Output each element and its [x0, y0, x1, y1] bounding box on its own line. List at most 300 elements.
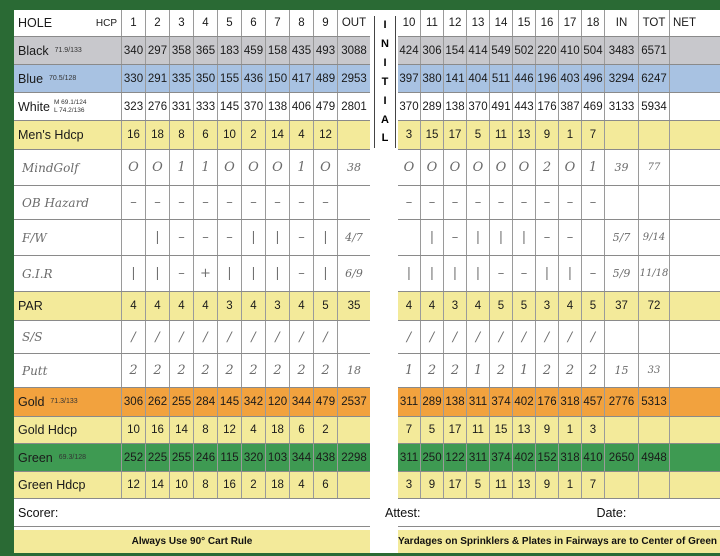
score-cell[interactable]: |	[536, 256, 559, 291]
initial-column	[374, 16, 396, 148]
score-cell[interactable]: |	[122, 256, 146, 291]
score-cell[interactable]: 1	[513, 354, 536, 387]
score-cell[interactable]: 2	[218, 354, 242, 387]
handwritten-label: OB Hazard	[22, 195, 89, 210]
score-cell: 141	[444, 65, 467, 92]
score-cell[interactable]: 2	[266, 354, 290, 387]
score-cell: 4	[559, 292, 582, 320]
initial-letter: I	[383, 94, 387, 107]
initial-letter: L	[381, 132, 389, 145]
score-cell[interactable]: /	[194, 321, 218, 353]
score-cell: 479	[314, 388, 338, 416]
score-cell[interactable]: 1	[582, 150, 605, 185]
score-cell[interactable]: –	[536, 186, 559, 219]
tee-label: Blue	[18, 71, 44, 86]
score-cell[interactable]: –	[490, 186, 513, 219]
score-cell[interactable]: –	[146, 186, 170, 219]
score-cell: 120	[266, 388, 290, 416]
score-cell[interactable]: 2	[146, 354, 170, 387]
score-cell: 18	[266, 417, 290, 443]
score-cell[interactable]: 2	[170, 354, 194, 387]
score-cell: 10	[218, 121, 242, 149]
score-cell[interactable]: –	[170, 186, 194, 219]
tot-total: 9/14	[639, 220, 670, 255]
score-cell[interactable]: 1	[170, 150, 194, 185]
row-gold	[398, 388, 720, 417]
in-total: 2650	[605, 444, 639, 471]
net-cell[interactable]	[670, 186, 720, 219]
score-cell[interactable]: |	[421, 256, 444, 291]
net-cell[interactable]	[670, 150, 720, 185]
score-cell: 14	[266, 121, 290, 149]
yardage-note-text: Yardages on Sprinklers & Plates in Fairways are to Center of Green	[398, 536, 718, 547]
in-total: 3133	[605, 93, 639, 120]
score-cell: 4	[170, 292, 194, 320]
in-total: 5/9	[605, 256, 639, 291]
hole-number: 8	[290, 10, 314, 36]
score-cell: 318	[559, 444, 582, 471]
score-cell[interactable]: O	[444, 150, 467, 185]
cart-rule-note	[14, 530, 370, 553]
scorer-line[interactable]	[14, 499, 370, 527]
score-cell: 154	[444, 37, 467, 64]
score-cell: 7	[582, 121, 605, 149]
score-cell: 380	[421, 65, 444, 92]
score-cell[interactable]	[122, 220, 146, 255]
net-cell[interactable]	[670, 93, 720, 120]
score-cell[interactable]: 2	[242, 354, 266, 387]
score-cell[interactable]: |	[266, 256, 290, 291]
out-total	[338, 186, 370, 219]
row-fw	[14, 220, 370, 256]
score-cell: 9	[421, 472, 444, 498]
score-cell[interactable]: –	[218, 220, 242, 255]
score-cell[interactable]: |	[218, 256, 242, 291]
score-cell: 158	[266, 37, 290, 64]
score-cell[interactable]: /	[582, 321, 605, 353]
score-cell[interactable]: 1	[467, 354, 490, 387]
tot-total	[639, 472, 670, 498]
score-cell: 311	[398, 388, 421, 416]
score-cell: 4	[242, 417, 266, 443]
score-cell[interactable]: /	[490, 321, 513, 353]
row-ob-hazard	[14, 186, 370, 220]
score-cell[interactable]: /	[559, 321, 582, 353]
row-putt	[398, 354, 720, 388]
row-label	[14, 37, 122, 64]
tee-rating: 70.5/128	[49, 74, 77, 82]
score-cell: 374	[490, 388, 513, 416]
score-cell[interactable]: –	[398, 186, 421, 219]
score-cell[interactable]: +	[194, 256, 218, 291]
attest-date-line[interactable]	[385, 499, 720, 527]
hole-number: 16	[536, 10, 559, 36]
score-cell[interactable]: 2	[122, 354, 146, 387]
score-cell[interactable]: 2	[490, 354, 513, 387]
score-cell: 370	[467, 93, 490, 120]
score-cell: 511	[490, 65, 513, 92]
tee-label: Green Hdcp	[18, 478, 86, 492]
hole-number: 7	[266, 10, 290, 36]
score-cell[interactable]: O	[490, 150, 513, 185]
score-cell: 16	[146, 417, 170, 443]
tot-total	[639, 186, 670, 219]
score-cell: 491	[490, 93, 513, 120]
net-cell[interactable]	[670, 444, 720, 471]
back-nine-panel	[385, 10, 720, 553]
score-cell[interactable]: O	[218, 150, 242, 185]
score-cell: 122	[444, 444, 467, 471]
score-cell[interactable]: |	[559, 256, 582, 291]
score-cell[interactable]: –	[513, 186, 536, 219]
score-cell[interactable]: –	[513, 256, 536, 291]
score-cell: 2	[242, 121, 266, 149]
score-cell[interactable]: –	[290, 186, 314, 219]
out-total: 2298	[341, 451, 367, 464]
score-cell: 4	[467, 292, 490, 320]
score-cell[interactable]: 2	[559, 354, 582, 387]
score-cell: 103	[266, 444, 290, 471]
score-cell[interactable]: O	[467, 150, 490, 185]
score-cell: 358	[170, 37, 194, 64]
row-label	[14, 150, 122, 185]
score-cell[interactable]: O	[122, 150, 146, 185]
score-cell[interactable]: –	[266, 186, 290, 219]
score-cell[interactable]: |	[421, 220, 444, 255]
net-cell[interactable]	[670, 472, 720, 498]
score-cell[interactable]: /	[398, 321, 421, 353]
row-white	[398, 93, 720, 121]
score-cell: 9	[536, 472, 559, 498]
score-cell: 262	[146, 388, 170, 416]
score-cell[interactable]: O	[146, 150, 170, 185]
score-cell[interactable]	[582, 220, 605, 255]
score-cell: 11	[467, 417, 490, 443]
out-total	[338, 121, 370, 149]
row-green-hdcp	[14, 472, 370, 499]
score-cell: 5	[314, 292, 338, 320]
score-cell[interactable]: /	[122, 321, 146, 353]
score-cell[interactable]: /	[444, 321, 467, 353]
row-label	[14, 354, 122, 387]
row-par	[14, 292, 370, 321]
score-cell: 387	[559, 93, 582, 120]
score-cell[interactable]: |	[398, 256, 421, 291]
row-label	[14, 444, 122, 471]
score-cell: 311	[467, 388, 490, 416]
row-label	[14, 186, 122, 219]
score-cell[interactable]: |	[242, 256, 266, 291]
score-cell: 18	[146, 121, 170, 149]
score-cell[interactable]: 1	[290, 150, 314, 185]
score-cell[interactable]: |	[314, 256, 338, 291]
score-cell: 403	[559, 65, 582, 92]
score-cell[interactable]: |	[146, 256, 170, 291]
score-cell: 4	[290, 121, 314, 149]
score-cell[interactable]: /	[536, 321, 559, 353]
score-cell: 13	[513, 417, 536, 443]
score-cell: 145	[218, 93, 242, 120]
tot-total: 4948	[639, 444, 670, 471]
score-cell: 340	[122, 37, 146, 64]
net-cell[interactable]	[670, 388, 720, 416]
score-cell: 5	[421, 417, 444, 443]
score-cell: 342	[242, 388, 266, 416]
score-cell: 469	[582, 93, 605, 120]
out-total: 6/9	[345, 267, 363, 280]
score-cell: 4	[194, 292, 218, 320]
row-mens-hdcp	[14, 121, 370, 150]
score-cell[interactable]: |	[314, 220, 338, 255]
score-cell[interactable]: O	[559, 150, 582, 185]
score-cell: 10	[170, 472, 194, 498]
score-cell: 291	[146, 65, 170, 92]
score-cell[interactable]: –	[536, 220, 559, 255]
score-cell: 12	[218, 417, 242, 443]
handwritten-label: G.I.R	[22, 266, 53, 281]
tot-total: 33	[639, 354, 670, 387]
out-total: 2801	[341, 100, 367, 113]
net-cell[interactable]	[670, 65, 720, 92]
score-cell[interactable]: –	[242, 186, 266, 219]
score-cell: 402	[513, 388, 536, 416]
score-cell: 4	[146, 292, 170, 320]
score-cell: 417	[290, 65, 314, 92]
score-cell: 1	[559, 121, 582, 149]
score-cell: 155	[218, 65, 242, 92]
tee-label: Green	[18, 450, 53, 465]
net-cell[interactable]	[670, 121, 720, 149]
row-green	[14, 444, 370, 472]
score-cell[interactable]: |	[242, 220, 266, 255]
score-cell: 5	[582, 292, 605, 320]
row-label	[14, 121, 122, 149]
score-cell: 5	[490, 292, 513, 320]
tee-label: Men's Hdcp	[18, 128, 84, 142]
score-cell[interactable]: /	[421, 321, 444, 353]
score-cell: 436	[242, 65, 266, 92]
net-cell[interactable]	[670, 37, 720, 64]
score-cell[interactable]: –	[194, 186, 218, 219]
tot-total	[639, 121, 670, 149]
score-cell[interactable]: O	[421, 150, 444, 185]
out-heading: OUT	[341, 17, 367, 29]
score-cell: 331	[170, 93, 194, 120]
net-cell[interactable]	[670, 220, 720, 255]
score-cell: 11	[490, 472, 513, 498]
hole-number: 1	[122, 10, 146, 36]
score-cell: 4	[290, 472, 314, 498]
score-cell[interactable]: O	[398, 150, 421, 185]
score-cell: 7	[398, 417, 421, 443]
row-label	[14, 220, 122, 255]
tee-label: PAR	[18, 299, 43, 313]
score-cell: 17	[444, 121, 467, 149]
score-cell[interactable]: 2	[290, 354, 314, 387]
score-cell: 12	[314, 121, 338, 149]
score-cell[interactable]: –	[290, 256, 314, 291]
row-green-hdcp	[398, 472, 720, 499]
score-cell[interactable]: |	[266, 220, 290, 255]
out-total: 3088	[341, 44, 367, 57]
hole-number: 17	[559, 10, 582, 36]
row-par	[398, 292, 720, 321]
score-cell[interactable]: 1	[398, 354, 421, 387]
net-cell[interactable]	[670, 321, 720, 353]
score-cell[interactable]: 2	[421, 354, 444, 387]
row-label	[14, 256, 122, 291]
net-cell[interactable]	[670, 292, 720, 320]
score-cell[interactable]: /	[242, 321, 266, 353]
score-cell: 16	[122, 121, 146, 149]
tot-total: 5934	[639, 93, 670, 120]
score-cell: 225	[146, 444, 170, 471]
row-ss	[398, 321, 720, 354]
score-cell: 311	[467, 444, 490, 471]
score-cell[interactable]: –	[421, 186, 444, 219]
score-cell: 138	[266, 93, 290, 120]
score-cell[interactable]: /	[218, 321, 242, 353]
row-label	[14, 292, 122, 320]
tot-total	[639, 321, 670, 353]
handwritten-label: Putt	[22, 363, 48, 378]
score-cell: 183	[218, 37, 242, 64]
score-cell[interactable]: /	[146, 321, 170, 353]
in-total	[605, 472, 639, 498]
score-cell: 435	[290, 37, 314, 64]
score-cell[interactable]: 2	[536, 150, 559, 185]
score-cell[interactable]: |	[467, 220, 490, 255]
score-cell: 443	[513, 93, 536, 120]
in-heading: IN	[605, 10, 639, 36]
score-cell: 493	[314, 37, 338, 64]
row-gir	[14, 256, 370, 292]
score-cell: 246	[194, 444, 218, 471]
hole-number: 3	[170, 10, 194, 36]
score-cell[interactable]: /	[290, 321, 314, 353]
front-nine-panel	[14, 10, 370, 553]
hole-number: 4	[194, 10, 218, 36]
score-cell[interactable]: –	[218, 186, 242, 219]
score-cell: 479	[314, 93, 338, 120]
row-gold-hdcp	[398, 417, 720, 444]
score-cell[interactable]: 2	[194, 354, 218, 387]
initial-letter: I	[383, 19, 387, 32]
score-cell[interactable]: /	[314, 321, 338, 353]
score-cell[interactable]: –	[582, 256, 605, 291]
score-cell[interactable]: 2	[582, 354, 605, 387]
score-cell[interactable]: /	[467, 321, 490, 353]
score-cell[interactable]: /	[513, 321, 536, 353]
tot-total: 6247	[639, 65, 670, 92]
out-total: 35	[347, 300, 361, 312]
score-cell[interactable]: |	[467, 256, 490, 291]
score-cell: 330	[122, 65, 146, 92]
score-cell[interactable]: –	[559, 220, 582, 255]
score-cell: 14	[146, 472, 170, 498]
score-cell: 6	[194, 121, 218, 149]
score-cell[interactable]: –	[490, 256, 513, 291]
out-total: 2953	[341, 72, 367, 85]
score-cell[interactable]: –	[170, 256, 194, 291]
score-cell[interactable]: 2	[314, 354, 338, 387]
score-cell[interactable]: |	[444, 256, 467, 291]
score-cell: 10	[122, 417, 146, 443]
score-cell: 457	[582, 388, 605, 416]
score-cell[interactable]: |	[513, 220, 536, 255]
score-cell: 489	[314, 65, 338, 92]
in-total	[605, 121, 639, 149]
score-cell[interactable]: –	[194, 220, 218, 255]
score-cell[interactable]: –	[467, 186, 490, 219]
score-cell[interactable]: O	[266, 150, 290, 185]
score-cell[interactable]: –	[582, 186, 605, 219]
score-cell: 1	[559, 472, 582, 498]
score-cell: 289	[421, 93, 444, 120]
score-cell: 438	[314, 444, 338, 471]
tot-total	[639, 417, 670, 443]
score-cell[interactable]: |	[146, 220, 170, 255]
score-cell[interactable]: O	[314, 150, 338, 185]
score-cell[interactable]: |	[490, 220, 513, 255]
score-cell: 374	[490, 444, 513, 471]
score-cell: 306	[421, 37, 444, 64]
tee-label: Gold Hdcp	[18, 423, 78, 437]
score-cell: 370	[242, 93, 266, 120]
row-mens-hdcp	[398, 121, 720, 150]
score-cell[interactable]: /	[170, 321, 194, 353]
row-label	[14, 65, 122, 92]
net-cell[interactable]	[670, 256, 720, 291]
score-cell[interactable]: O	[513, 150, 536, 185]
score-cell: 255	[170, 444, 194, 471]
score-cell[interactable]: –	[444, 220, 467, 255]
in-total	[605, 186, 639, 219]
out-total: 4/7	[345, 231, 363, 244]
tee-rating	[54, 99, 87, 114]
score-cell[interactable]: 2	[536, 354, 559, 387]
hole-number: 2	[146, 10, 170, 36]
score-cell[interactable]: O	[242, 150, 266, 185]
score-cell: 397	[398, 65, 421, 92]
score-cell: 306	[122, 388, 146, 416]
hole-number: 15	[513, 10, 536, 36]
row-blue	[398, 65, 720, 93]
score-cell[interactable]: –	[559, 186, 582, 219]
score-cell: 220	[536, 37, 559, 64]
score-cell: 138	[444, 388, 467, 416]
score-cell: 150	[266, 65, 290, 92]
score-cell[interactable]	[398, 220, 421, 255]
score-cell[interactable]: –	[290, 220, 314, 255]
score-cell: 459	[242, 37, 266, 64]
score-cell: 8	[194, 472, 218, 498]
handwritten-label: S/S	[22, 330, 43, 344]
score-cell: 320	[242, 444, 266, 471]
score-cell[interactable]: –	[444, 186, 467, 219]
score-cell[interactable]: –	[170, 220, 194, 255]
score-cell[interactable]: –	[122, 186, 146, 219]
net-cell[interactable]	[670, 417, 720, 443]
score-cell: 18	[266, 472, 290, 498]
in-total: 2776	[605, 388, 639, 416]
net-cell[interactable]	[670, 354, 720, 387]
score-cell[interactable]: 2	[444, 354, 467, 387]
score-cell[interactable]: /	[266, 321, 290, 353]
initial-letter: N	[381, 38, 389, 51]
score-cell[interactable]: 1	[194, 150, 218, 185]
score-cell[interactable]: –	[314, 186, 338, 219]
